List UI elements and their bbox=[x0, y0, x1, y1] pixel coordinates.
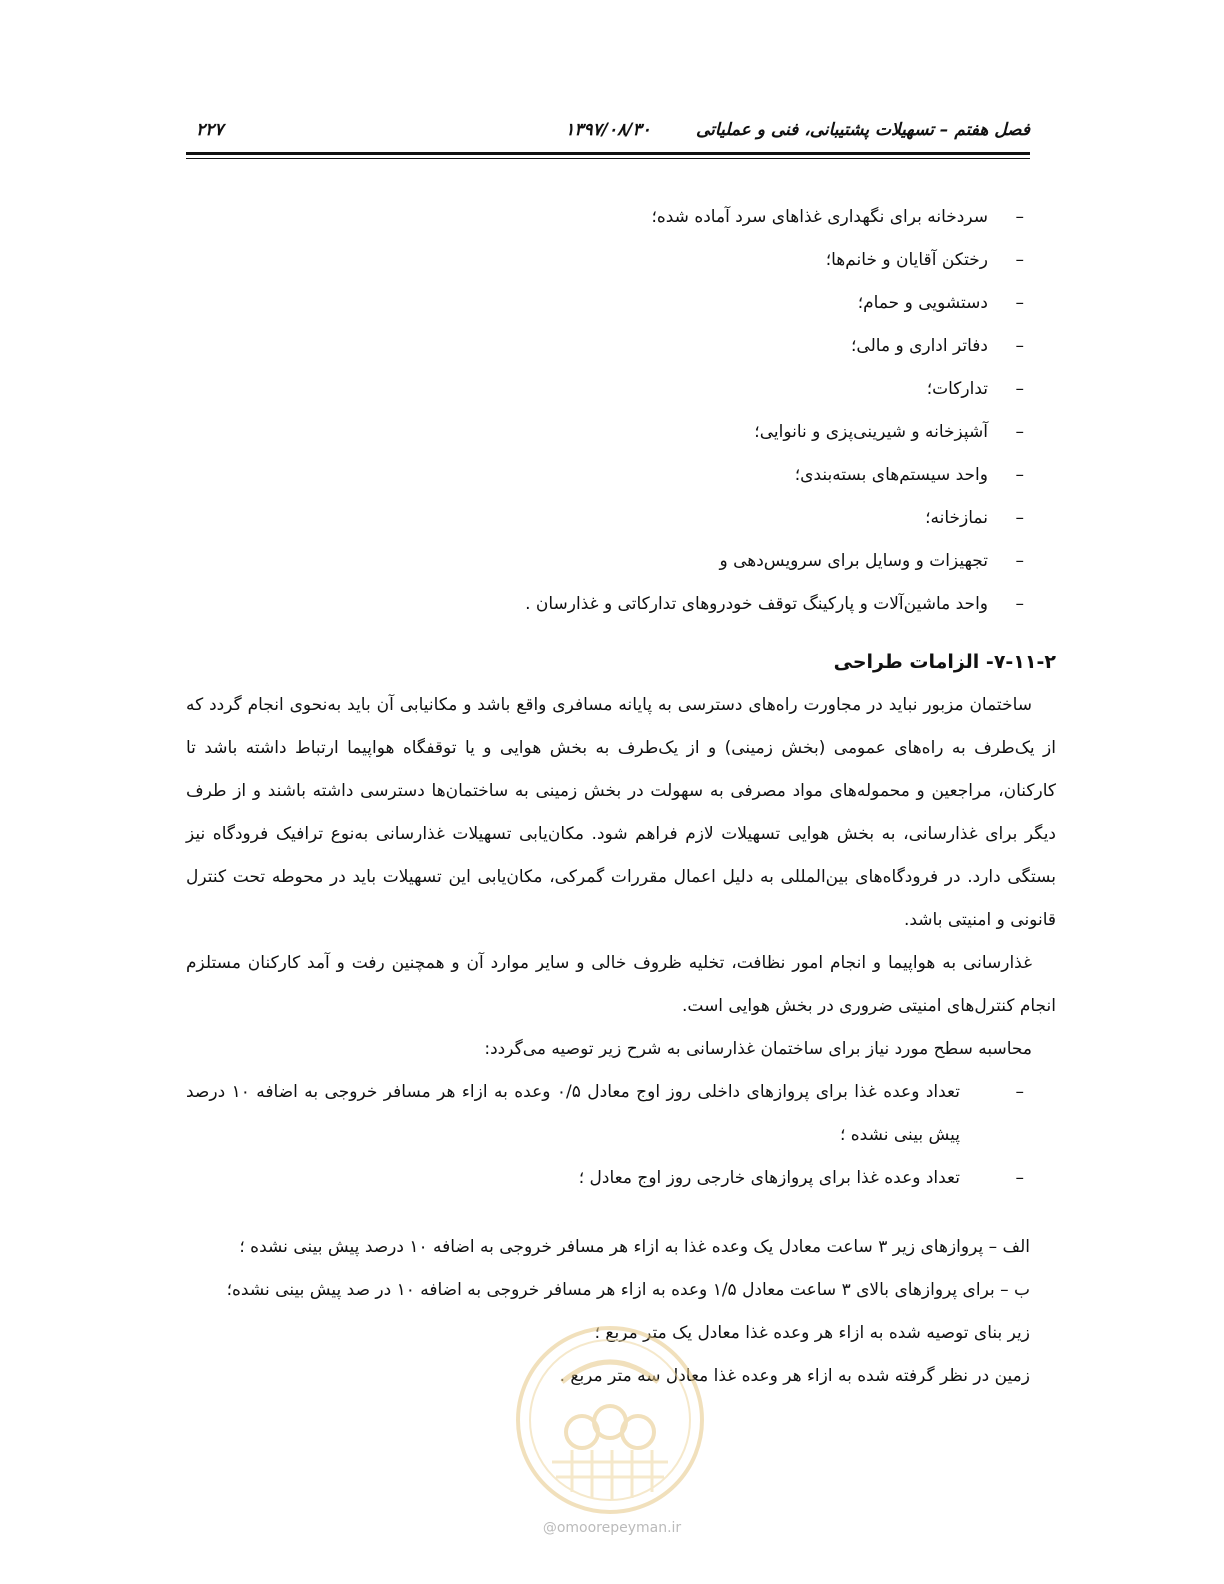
paragraph: غذارسانی به هواپیما و انجام امور نظافت، تخلیه ظروف خالی و سایر موارد آن و همچنین رفت و آمد کارکنان مستلزم انجام کنترل‌های امنیتی ضروری در بخش هوایی است. bbox=[186, 953, 1056, 1016]
list-item: – تجهیزات و وسایل برای سرویس‌دهی و bbox=[186, 540, 988, 583]
meal-count-list bbox=[186, 1071, 1056, 1200]
note-line: ب – برای پروازهای بالای ۳ ساعت معادل ۱/۵ وعده به ازاء هر مسافر خروجی به اضافه ۱۰ در صد پیش بینی نشده؛ bbox=[226, 1280, 1030, 1300]
paragraph: ساختمان مزبور نباید در مجاورت راه‌های دسترسی به پایانه مسافری واقع باشد و مکانیابی آن باید به‌نحوی انجام گردد که از یک‌طرف به راه‌های عمومی (بخش زمینی) و از یک‌طرف به بخش هوایی و یا توقفگاه هواپیما ارتباط داشته باشد تا کارکنان، مراجعین و محموله‌های مواد مصرفی به سهولت در بخش زمینی به ساختمان‌ها دسترسی داشته باشند و از طرف دیگر برای غذارسانی، به بخش هوایی تسهیلات لازم فراهم شود. مکان‌یابی تسهیلات غذارسانی به‌نوع ترافیک فرودگاه نیز بستگی دارد. در فرودگاه‌های بین‌المللی به دلیل اعمال مقررات گمرکی، مکان‌یابی این تسهیلات باید در محوطه تحت کنترل قانونی و امنیتی باشد. bbox=[186, 695, 1056, 930]
facilities-list bbox=[186, 196, 1056, 626]
list-item: – آشپزخانه و شیرینی‌پزی و نانوایی؛ bbox=[186, 411, 988, 454]
list-item: – تدارکات؛ bbox=[186, 368, 988, 411]
note-line: الف – پروازهای زیر ۳ ساعت معادل یک وعده غذا به ازاء هر مسافر خروجی به اضافه ۱۰ درصد پیش بینی نشده ؛ bbox=[239, 1237, 1030, 1257]
chapter-title: فصل هفتم – تسهیلات پشتیبانی، فنی و عملیاتی bbox=[696, 120, 1030, 140]
list-item: – تعداد وعده غذا برای پروازهای داخلی روز اوج معادل ۰/۵ وعده به ازاء هر مسافر خروجی به اضافه ۱۰ درصد پیش بینی نشده ؛ bbox=[186, 1071, 960, 1157]
watermark-seal-icon bbox=[512, 1322, 708, 1518]
list-item: – واحد سیستم‌های بسته‌بندی؛ bbox=[186, 454, 988, 497]
header-rule-thin bbox=[186, 158, 1030, 159]
list-item: – نمازخانه؛ bbox=[186, 497, 988, 540]
note-line: زمین در نظر گرفته شده به ازاء هر وعده غذا معادل سه متر مربع . bbox=[559, 1366, 1030, 1386]
note-line: زیر بنای توصیه شده به ازاء هر وعده غذا معادل یک متر مربع ؛ bbox=[594, 1323, 1030, 1343]
page-body bbox=[186, 196, 1056, 1398]
list-item: – دفاتر اداری و مالی؛ bbox=[186, 325, 988, 368]
list-item: – تعداد وعده غذا برای پروازهای خارجی روز اوج معادل ؛ bbox=[186, 1157, 960, 1200]
page-header bbox=[186, 118, 1030, 148]
header-date: ۱۳۹۷/۰۸/۳۰ bbox=[565, 120, 651, 140]
list-item: – دستشویی و حمام؛ bbox=[186, 282, 988, 325]
list-item: – واحد ماشین‌آلات و پارکینگ توقف خودروهای تدارکاتی و غذارسان . bbox=[186, 583, 988, 626]
footer-watermark-text: @omoorepeyman.ir bbox=[542, 1520, 682, 1536]
list-item: – رختکن آقایان و خانم‌ها؛ bbox=[186, 239, 988, 282]
section-heading: ۷-۱۱-۲- الزامات طراحی bbox=[833, 651, 1056, 673]
paragraph: محاسبه سطح مورد نیاز برای ساختمان غذارسانی به شرح زیر توصیه می‌گردد: bbox=[484, 1039, 1032, 1059]
list-item: – سردخانه برای نگهداری غذاهای سرد آماده شده؛ bbox=[186, 196, 988, 239]
header-rule-thick bbox=[186, 152, 1030, 155]
page-number: ۲۲۷ bbox=[196, 120, 224, 140]
